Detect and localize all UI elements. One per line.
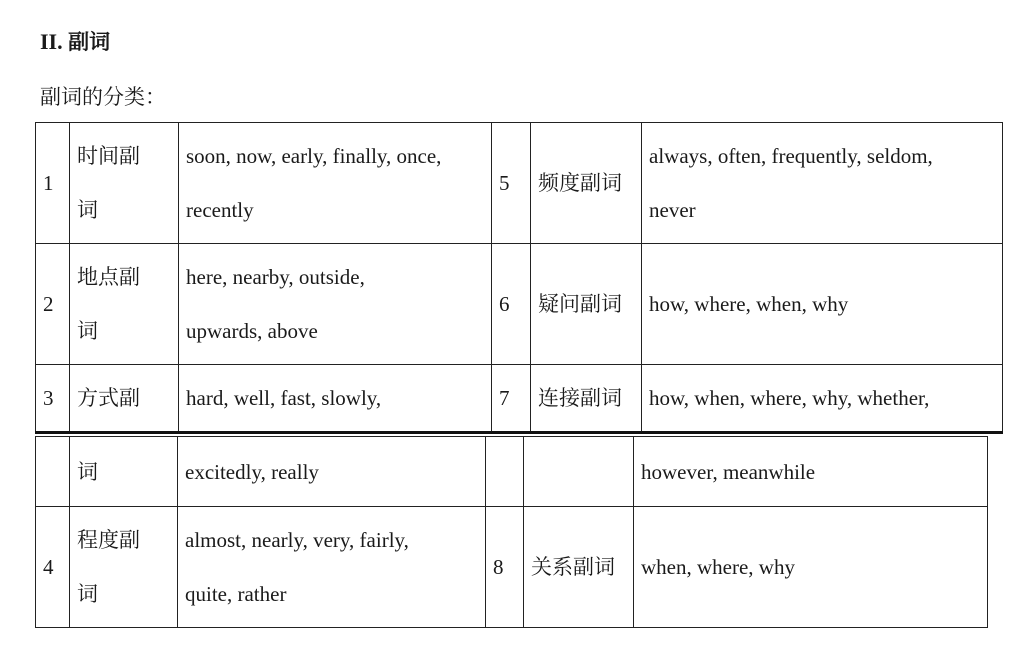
- category-cell: 地点副 词: [70, 244, 179, 365]
- row-number: 4: [36, 507, 70, 628]
- examples-cell: how, where, when, why: [642, 244, 1003, 365]
- examples-cell: how, when, where, why, whether,: [642, 365, 1003, 433]
- row-number: 5: [492, 123, 531, 244]
- category-cell: 词: [70, 437, 178, 507]
- examples-cell: soon, now, early, finally, once, recently: [179, 123, 492, 244]
- examples-cell: when, where, why: [634, 507, 988, 628]
- row-number: 8: [486, 507, 524, 628]
- category-cell: 连接副词: [531, 365, 642, 433]
- category-cell: 方式副: [70, 365, 179, 433]
- adverb-table-part-1: [35, 122, 1003, 434]
- examples-cell: hard, well, fast, slowly,: [179, 365, 492, 433]
- row-number: 1: [36, 123, 70, 244]
- category-cell: [524, 437, 634, 507]
- category-cell: 程度副 词: [70, 507, 178, 628]
- row-number: 3: [36, 365, 70, 433]
- row-number: 7: [492, 365, 531, 433]
- examples-cell: here, nearby, outside, upwards, above: [179, 244, 492, 365]
- category-cell: 疑问副词: [531, 244, 642, 365]
- row-number: [36, 437, 70, 507]
- table-row: [36, 365, 1003, 433]
- table-row: [36, 123, 1003, 244]
- row-number: [486, 437, 524, 507]
- section-heading: [40, 26, 110, 56]
- examples-cell: almost, nearly, very, fairly, quite, rather: [178, 507, 486, 628]
- category-cell: 关系副词: [524, 507, 634, 628]
- heading-text: 副词: [68, 30, 111, 54]
- examples-cell: excitedly, really: [178, 437, 486, 507]
- table-row: [36, 244, 1003, 365]
- examples-cell: always, often, frequently, seldom, never: [642, 123, 1003, 244]
- adverb-table-part-2: [35, 436, 988, 628]
- row-number: 2: [36, 244, 70, 365]
- subtitle: 副词的分类：: [40, 85, 166, 109]
- table-row: [36, 507, 988, 628]
- row-number: 6: [492, 244, 531, 365]
- category-cell: 时间副 词: [70, 123, 179, 244]
- table-row: [36, 437, 988, 507]
- examples-cell: however, meanwhile: [634, 437, 988, 507]
- category-cell: 频度副词: [531, 123, 642, 244]
- heading-roman: II.: [40, 29, 63, 54]
